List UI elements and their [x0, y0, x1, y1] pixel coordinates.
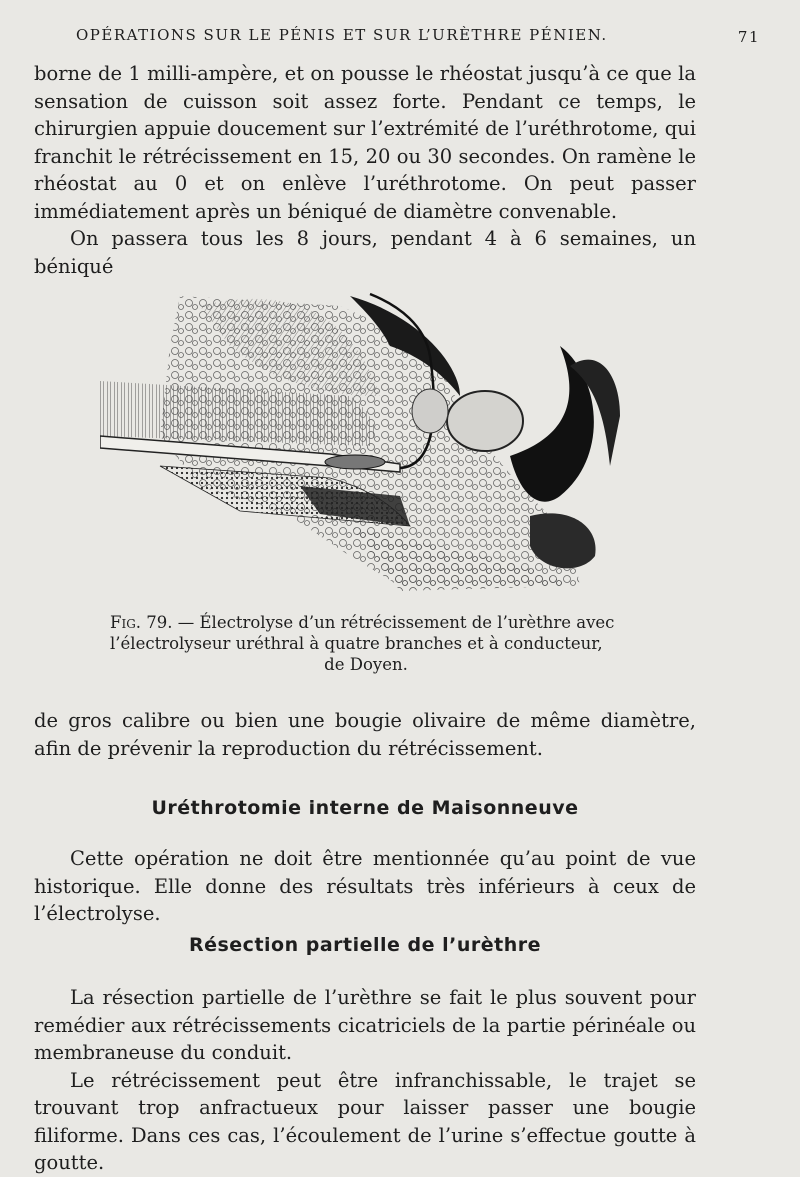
section2-text: [34, 984, 696, 1177]
caption-line-2: l’électrolyseur uréthral à quatre branches et à conducteur,: [110, 634, 603, 653]
section-heading-2: Résection partielle de l’urèthre: [188, 934, 542, 956]
section1-text: [34, 845, 696, 928]
running-title: OPÉRATIONS SUR LE PÉNIS ET SUR L’URÈTHRE PÉNIEN.: [76, 26, 608, 44]
section-heading-1: Uréthrotomie interne de Maisonneuve: [151, 797, 579, 819]
paragraph-continued-2: de gros calibre ou bien une bougie olivaire de même diamètre, afin de prévenir la reproduction du rétrécissement.: [34, 709, 696, 760]
section2-paragraph-1: La résection partielle de l’urèthre se fait le plus souvent pour remédier aux rétrécissements cicatriciels de la partie périnéale ou membraneuse du conduit.: [34, 986, 696, 1064]
anatomical-illustration: [100, 286, 620, 606]
caption-text-1: — Électrolyse d’un rétrécissement de l’urèthre avec: [177, 613, 615, 632]
figure-label: Fig. 79.: [110, 613, 173, 632]
section2-paragraph-2: Le rétrécissement peut être infranchissable, le trajet se trouvant trop anfractueux pour laisser passer une bougie filiforme. Dans ces cas, l’écoulement de l’urine s’effectue goutte à goutte.: [34, 1068, 696, 1174]
text-block-continued: [34, 707, 696, 762]
caption-line-3: de Doyen.: [324, 655, 408, 674]
figure-caption: [110, 612, 622, 675]
caption-line-1: [110, 612, 622, 633]
text-block-top: [34, 60, 696, 280]
paragraph-continued: borne de 1 milli-ampère, et on pousse le rhéostat jusqu’à ce que la sensation de cuisson soit assez forte. Pendant ce temps, le chirurgien appuie doucement sur l’extrémité de l’uréthrotome, qui franchit le rétrécissement en 15, 20 ou 30 secondes. On ramène le rhéostat au 0 et on enlève l’uréthrotome. On peut passer immédiatement après un béniqué de diamètre convenable.: [34, 62, 696, 223]
page-number: 71: [737, 28, 760, 46]
section1-paragraph: Cette opération ne doit être mentionnée qu’au point de vue historique. Elle donne des résultats très inférieurs à ceux de l’électrolyse.: [34, 847, 696, 925]
paragraph-start: On passera tous les 8 jours, pendant 4 à 6 semaines, un béniqué: [34, 227, 696, 278]
